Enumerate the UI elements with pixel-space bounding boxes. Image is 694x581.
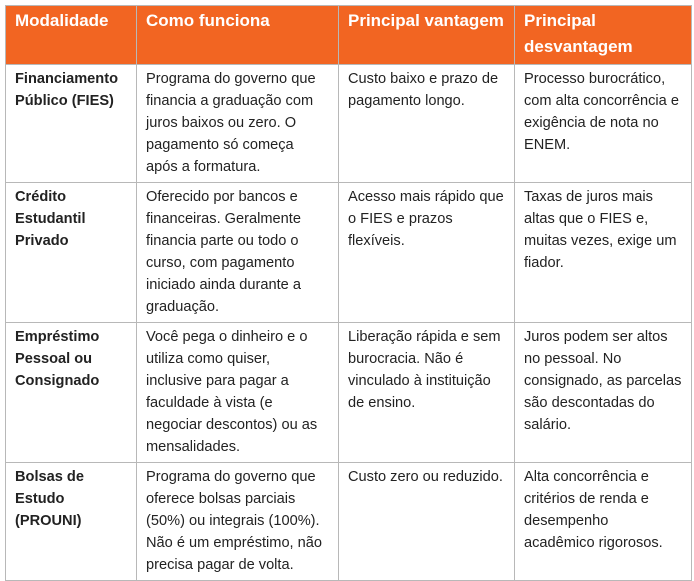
cell-como-funciona: Programa do governo que financia a graduação com juros baixos ou zero. O pagamento só começa após a formatura. (137, 65, 339, 183)
cell-vantagem: Liberação rápida e sem burocracia. Não é vinculado à instituição de ensino. (339, 323, 515, 463)
cell-modalidade: Financiamento Público (FIES) (6, 65, 137, 183)
comparison-table (5, 5, 692, 581)
header-desvantagem: Principal desvantagem (515, 6, 692, 65)
header-como-funciona: Como funciona (137, 6, 339, 65)
cell-modalidade: Empréstimo Pessoal ou Consignado (6, 323, 137, 463)
table-row (6, 463, 692, 581)
cell-desvantagem: Taxas de juros mais altas que o FIES e, muitas vezes, exige um fiador. (515, 183, 692, 323)
cell-como-funciona: Programa do governo que oferece bolsas parciais (50%) ou integrais (100%). Não é um empréstimo, não precisa pagar de volta. (137, 463, 339, 581)
cell-vantagem: Custo baixo e prazo de pagamento longo. (339, 65, 515, 183)
cell-como-funciona: Você pega o dinheiro e o utiliza como quiser, inclusive para pagar a faculdade à vista (e negociar descontos) ou as mensalidades. (137, 323, 339, 463)
header-vantagem: Principal vantagem (339, 6, 515, 65)
table-row (6, 65, 692, 183)
cell-desvantagem: Processo burocrático, com alta concorrência e exigência de nota no ENEM. (515, 65, 692, 183)
table-row (6, 183, 692, 323)
cell-modalidade: Bolsas de Estudo (PROUNI) (6, 463, 137, 581)
cell-vantagem: Custo zero ou reduzido. (339, 463, 515, 581)
header-row (6, 6, 692, 65)
header-modalidade: Modalidade (6, 6, 137, 65)
cell-como-funciona: Oferecido por bancos e financeiras. Geralmente financia parte ou todo o curso, com pagamento iniciado ainda durante a graduação. (137, 183, 339, 323)
cell-vantagem: Acesso mais rápido que o FIES e prazos flexíveis. (339, 183, 515, 323)
cell-modalidade: Crédito Estudantil Privado (6, 183, 137, 323)
table-row (6, 323, 692, 463)
cell-desvantagem: Juros podem ser altos no pessoal. No consignado, as parcelas são descontadas do salário. (515, 323, 692, 463)
cell-desvantagem: Alta concorrência e critérios de renda e desempenho acadêmico rigorosos. (515, 463, 692, 581)
